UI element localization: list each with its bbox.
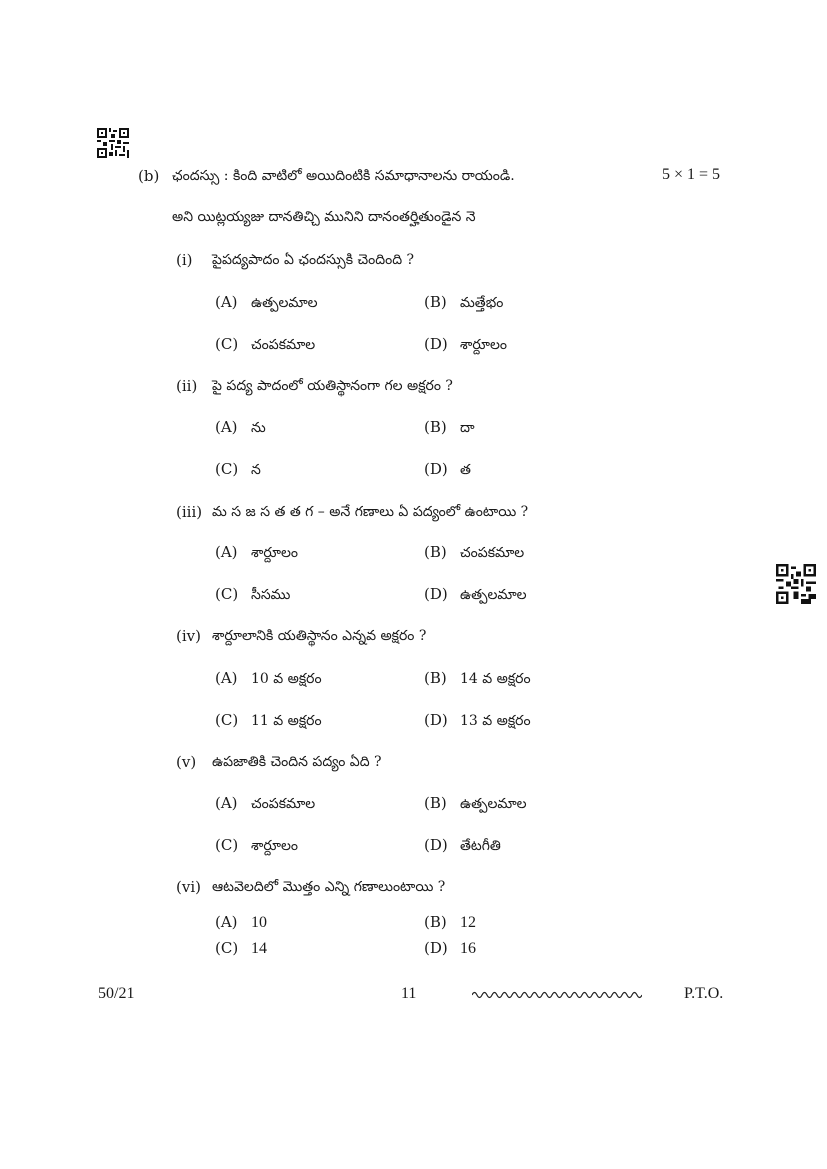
option-text: దా <box>460 420 475 436</box>
option-text: 16 <box>460 940 476 957</box>
verse-line: అని యిట్లయ్యజు దానతిచ్చి మునిని దానంతర్హితుండైన నె <box>172 209 476 225</box>
option-a <box>215 543 298 562</box>
option-c <box>215 939 267 958</box>
option-text: తేటగీతి <box>460 838 501 854</box>
option-d <box>424 460 471 479</box>
question-number: (v) <box>176 753 197 771</box>
option-label: (D) <box>424 939 448 957</box>
option-a <box>215 418 266 437</box>
question-number: (ii) <box>176 377 198 395</box>
option-c <box>215 711 322 730</box>
option-text: 12 <box>460 914 476 931</box>
question-number: (iii) <box>176 503 203 521</box>
option-text: శార్దూలం <box>251 545 299 561</box>
option-b <box>424 418 475 437</box>
option-label: (D) <box>424 836 448 854</box>
option-text: సీసము <box>251 587 291 603</box>
option-label: (A) <box>215 293 238 311</box>
option-label: (B) <box>424 418 447 436</box>
option-c <box>215 585 290 604</box>
option-text: చంపకమాల <box>251 337 316 353</box>
option-label: (A) <box>215 669 238 687</box>
option-b <box>424 543 524 562</box>
question-number: (vi) <box>176 878 201 896</box>
option-text: 10 <box>251 914 267 931</box>
option-d <box>424 939 476 958</box>
question-number: (iv) <box>176 627 201 645</box>
option-d <box>424 585 527 604</box>
option-a <box>215 669 322 688</box>
question-text: ఆటవెలదిలో మొత్తం ఎన్ని గణాలుంటాయి ? <box>212 879 446 895</box>
option-text: 13 వ అక్షరం <box>460 713 531 729</box>
section-marks: 5 × 1 = 5 <box>662 166 721 183</box>
option-label: (B) <box>424 913 447 931</box>
option-text: 14 వ అక్షరం <box>460 671 531 687</box>
option-a <box>215 913 267 932</box>
option-text: ను <box>251 420 266 436</box>
option-text: శార్దూలం <box>251 838 299 854</box>
option-label: (A) <box>215 913 238 931</box>
option-label: (D) <box>424 460 448 478</box>
option-a <box>215 293 318 312</box>
option-text: ఉత్పలమాల <box>460 587 527 603</box>
option-text: 11 వ అక్షరం <box>251 713 322 729</box>
question-text: మ స జ స త త గ – అనే గణాలు ఏ పద్యంలో ఉంటాయి ? <box>212 504 529 520</box>
option-d <box>424 836 501 855</box>
option-label: (A) <box>215 418 238 436</box>
section-heading: ఛందస్సు : కింది వాటిలో అయిదింటికి సమాధానాలను రాయండి. <box>172 168 515 184</box>
option-label: (C) <box>215 460 239 478</box>
paper-code: 50/21 <box>98 985 135 1002</box>
option-label: (D) <box>424 585 448 603</box>
option-label: (D) <box>424 335 448 353</box>
option-text: చంపకమాల <box>460 545 525 561</box>
option-label: (C) <box>215 836 239 854</box>
qr-code-top <box>97 128 129 158</box>
pto-label: P.T.O. <box>684 985 724 1002</box>
option-d <box>424 335 507 354</box>
option-text: ఉత్పలమాల <box>251 295 318 311</box>
option-text: చంపకమాల <box>251 796 316 812</box>
option-text: శార్దూలం <box>460 337 508 353</box>
option-text: 10 వ అక్షరం <box>251 671 322 687</box>
option-label: (C) <box>215 335 239 353</box>
option-label: (C) <box>215 939 239 957</box>
option-b <box>424 293 503 312</box>
option-text: త <box>460 462 471 478</box>
option-b <box>424 794 527 813</box>
qr-code-side <box>776 564 816 604</box>
option-label: (B) <box>424 669 447 687</box>
option-c <box>215 460 261 479</box>
option-label: (B) <box>424 543 447 561</box>
wavy-line-decoration <box>472 989 642 1001</box>
option-text: మత్తేభం <box>460 295 504 311</box>
option-label: (B) <box>424 293 447 311</box>
option-label: (C) <box>215 711 239 729</box>
option-a <box>215 794 315 813</box>
section-label: (b) <box>138 167 160 185</box>
option-label: (D) <box>424 711 448 729</box>
option-text: న <box>251 462 261 478</box>
question-number: (i) <box>176 251 193 269</box>
option-c <box>215 836 298 855</box>
option-label: (A) <box>215 543 238 561</box>
option-text: 14 <box>251 940 267 957</box>
option-b <box>424 913 476 932</box>
question-text: ఉపజాతికి చెందిన పద్యం ఏది ? <box>212 754 382 770</box>
question-text: పైపద్యపాదం ఏ ఛందస్సుకి చెందింది ? <box>212 252 415 268</box>
question-text: పై పద్య పాదంలో యతిస్థానంగా గల అక్షరం ? <box>212 378 453 394</box>
option-c <box>215 335 315 354</box>
option-label: (B) <box>424 794 447 812</box>
page-number: 11 <box>401 985 417 1002</box>
question-text: శార్దూలానికి యతిస్థానం ఎన్నవ అక్షరం ? <box>212 628 427 644</box>
option-d <box>424 711 531 730</box>
option-text: ఉత్పలమాల <box>460 796 527 812</box>
option-label: (C) <box>215 585 239 603</box>
option-b <box>424 669 531 688</box>
option-label: (A) <box>215 794 238 812</box>
